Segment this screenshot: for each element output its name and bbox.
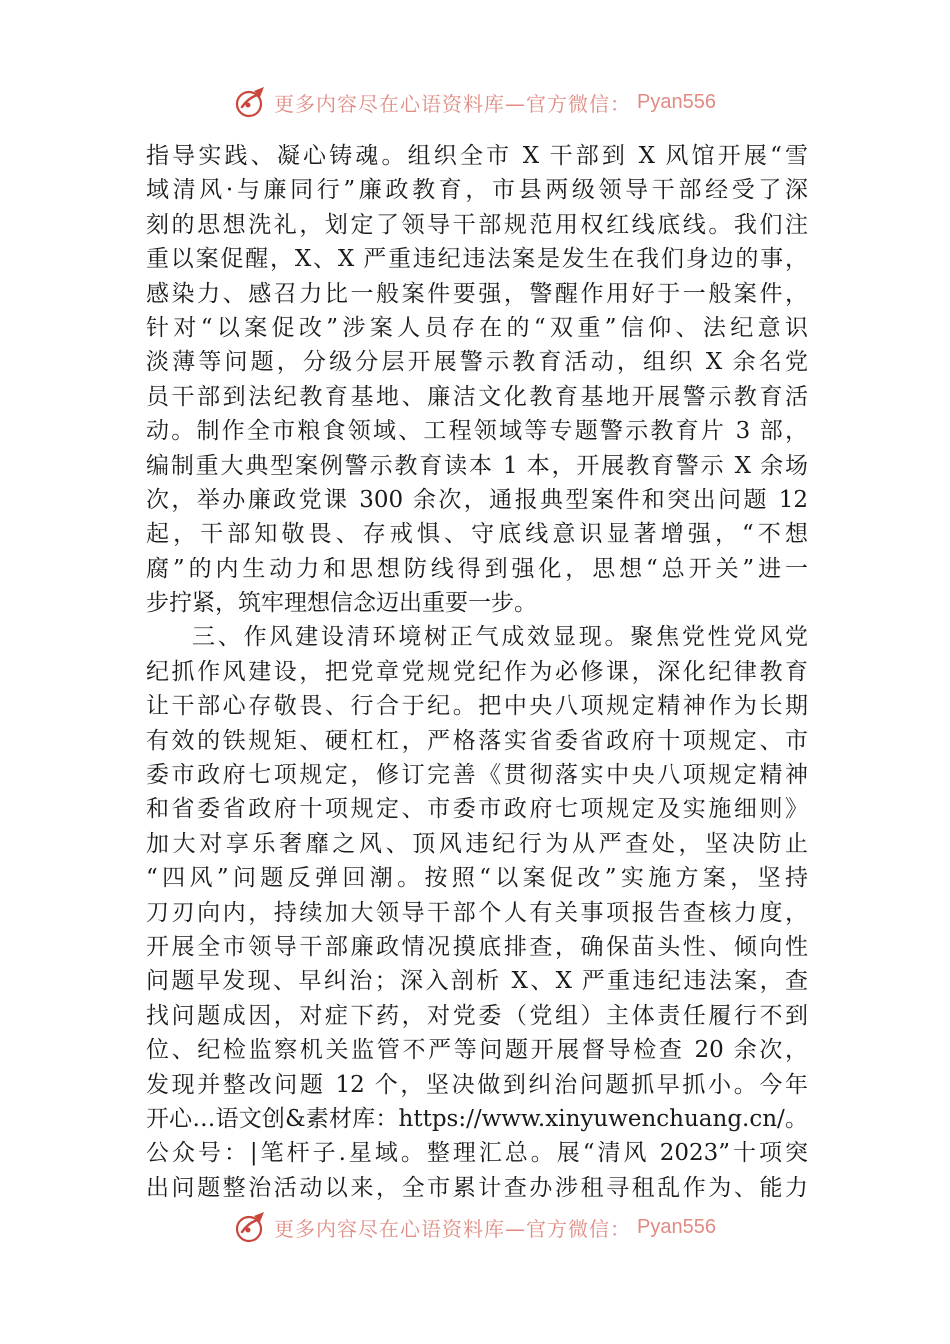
watermark-brand: Pyan556 — [637, 90, 716, 113]
footer-watermark — [0, 1203, 950, 1243]
text-line: 刀刃向内，持续加大领导干部个人有关事项报告查核力度， — [146, 899, 808, 926]
text-line: 出问题整治活动以来，全市累计查办涉租寻租乱作为、能力 — [146, 1174, 808, 1201]
text-line: 起，干部知敬畏、存戒惧、守底线意识显著增强，“不想 — [146, 521, 808, 548]
text-line: 编制重大典型案例警示教育读本 1 本，开展教育警示 X 余场 — [146, 452, 808, 479]
text-line: 委市政府七项规定，修订完善《贯彻落实中央八项规定精神 — [146, 762, 808, 789]
watermark-text: 更多内容尽在心语资料库—官方微信： — [274, 91, 632, 116]
text-line: 位、纪检监察机关监管不严等问题开展督导检查 20 余次， — [146, 1037, 808, 1064]
text-line: “四风”问题反弹回潮。按照“以案促改”实施方案，坚持 — [146, 865, 808, 892]
text-line: 指导实践、凝心铸魂。组织全市 X 干部到 X 风馆开展“雪 — [146, 143, 808, 169]
document-body — [146, 139, 808, 1205]
text-line: 腐”的内生动力和思想防线得到强化，思想“总开关”进一 — [146, 555, 808, 582]
text-line: 发现并整改问题 12 个，坚决做到纠治问题抓早抓小。今年 — [146, 1071, 808, 1098]
text-line: 感染力、感召力比一般案件要强，警醒作用好于一般案件， — [146, 280, 808, 307]
text-line: 次，举办廉政党课 300 余次，通报典型案件和突出问题 12 — [146, 486, 808, 513]
text-line: 动。制作全市粮食领域、工程领域等专题警示教育片 3 部， — [146, 418, 808, 445]
text-line: 步拧紧，筑牢理想信念迈出重要一步。 — [146, 590, 537, 617]
section-heading-line: 三、作风建设清环境树正气成效显现。聚焦党性党风党 — [192, 624, 808, 651]
text-line: 针对“以案促改”涉案人员存在的“双重”信仰、法纪意识 — [146, 314, 808, 341]
header-watermark — [0, 82, 950, 122]
pen-logo-icon — [234, 1210, 268, 1243]
text-line: 问题早发现、早纠治；深入剖析 X、X 严重违纪违法案，查 — [146, 968, 808, 995]
watermark-text: 更多内容尽在心语资料库—官方微信： — [274, 1216, 632, 1241]
text-line: 让干部心存敬畏、行合于纪。把中央八项规定精神作为长期 — [146, 693, 808, 720]
text-line: 找问题成因，对症下药，对党委（党组）主体责任履行不到 — [146, 1002, 808, 1029]
text-line: 开心…语文创&素材库：https://www.xinyuwenchuang.cn/。 — [146, 1105, 808, 1132]
text-line: 开展全市领导干部廉政情况摸底排查，确保苗头性、倾向性 — [146, 933, 808, 960]
text-line: 员干部到法纪教育基地、廉洁文化教育基地开展警示教育活 — [146, 383, 808, 410]
text-line: 淡薄等问题，分级分层开展警示教育活动，组织 X 余名党 — [146, 349, 808, 376]
text-line: 公众号：|笔杆子.星域。整理汇总。展“清风 2023”十项突 — [146, 1140, 808, 1167]
text-line: 有效的铁规矩、硬杠杠，严格落实省委省政府十项规定、市 — [146, 727, 808, 754]
text-line: 刻的思想洗礼，划定了领导干部规范用权红线底线。我们注 — [146, 211, 808, 238]
text-line: 域清风·与廉同行”廉政教育，市县两级领导干部经受了深 — [146, 177, 808, 204]
text-line: 和省委省政府十项规定、市委市政府七项规定及实施细则》 — [146, 796, 808, 823]
text-line: 纪抓作风建设，把党章党规党纪作为必修课，深化纪律教育 — [146, 658, 808, 685]
pen-logo-icon — [234, 85, 268, 119]
watermark-brand: Pyan556 — [637, 1215, 716, 1238]
text-line: 重以案促醒，X、X 严重违纪违法案是发生在我们身边的事， — [146, 246, 808, 273]
text-line: 加大对享乐奢靡之风、顶风违纪行为从严查处，坚决防止 — [146, 830, 808, 857]
